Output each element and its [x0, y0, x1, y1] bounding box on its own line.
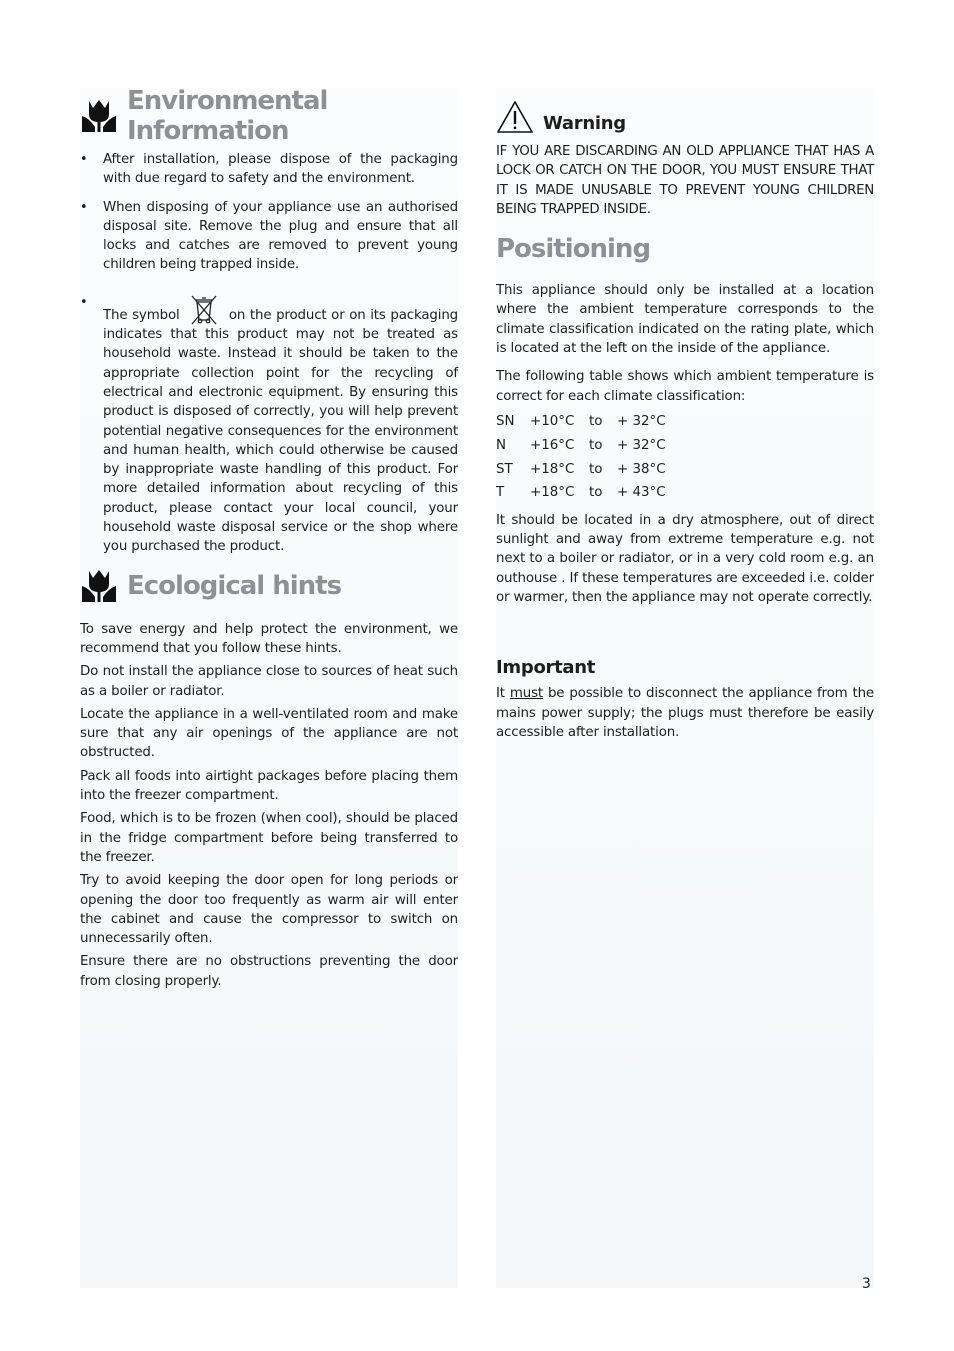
positioning-heading-text: Positioning: [496, 234, 651, 265]
list-item: • The symbol on the product or on its packaging indicates that this product may not be treated as household waste. Instead it should be taken to the appropriate collection point for the recycling of electrical and electronic equipment. By ensuring this product is disposed of correctly, you will help prevent potential negative consequences for the environment and human health, which could otherwise be caused by inappropriate waste handling of this product. For more detailed information about recycling of this product, please contact your local council, your household waste disposal service or the shop where you purchased the product.: [80, 293, 458, 557]
warning-triangle-icon: [496, 100, 534, 134]
ecological-hints: [80, 620, 458, 991]
right-column: [496, 88, 874, 1288]
important-text: It must be possible to disconnect the appliance from the mains power supply; the plugs must therefore be easily accessible after installation.: [496, 686, 874, 740]
list-item: • When disposing of your appliance use an authorised disposal site. Remove the plug and ensure that all locks and catches are removed to prevent young children being trapped inside.: [80, 198, 458, 275]
positioning-paragraph-3: It should be located in a dry atmosphere, out of direct sunlight and away from extreme temperature e.g. not next to a boiler or radiator, or in a very cold room e.g. an outhouse . If these temperatures are exceeded i.e. colder or warmer, then the appliance may not operate correctly.: [496, 512, 874, 605]
left-column: [80, 88, 458, 1288]
environmental-heading-text: Environmental Information: [127, 86, 328, 146]
environmental-heading: [80, 86, 458, 146]
tulip-icon: [80, 567, 118, 605]
table-row: T +18°C to + 43°C: [496, 485, 666, 501]
warning-heading: [496, 94, 874, 134]
environmental-bullet-list: [80, 150, 458, 557]
paragraph: To save energy and help protect the environment, we recommend that you follow these hints.: [80, 621, 458, 656]
positioning-paragraph-1: This appliance should only be installed at a location where the ambient temperature corresponds to the climate classification indicated on the rating plate, which is located at the left on the inside of the appliance.: [496, 283, 874, 357]
page-number: 3: [862, 1276, 871, 1292]
positioning-heading: [496, 229, 874, 269]
climate-class-table: [496, 410, 666, 505]
positioning-paragraph-2: The following table shows which ambient temperature is correct for each climate classification:: [496, 369, 874, 404]
paragraph: Try to avoid keeping the door open for long periods or opening the door too frequently as warm air will enter the cabinet and cause the compressor to switch on unnecessarily often.: [80, 873, 458, 947]
table-row: N +16°C to + 32°C: [496, 438, 666, 453]
paragraph: Locate the appliance in a well-ventilated room and make sure that any air openings of the appliance are not obstructed.: [80, 706, 458, 761]
ecological-heading-text: Ecological hints: [127, 570, 342, 601]
warning-text: IF YOU ARE DISCARDING AN OLD APPLIANCE THAT HAS A LOCK OR CATCH ON THE DOOR, YOU MUST ENSURE THAT IT IS MADE UNUSABLE TO PREVENT YOUNG CHILDREN BEING TRAPPED INSIDE.: [496, 144, 874, 217]
tulip-icon: [80, 97, 118, 135]
warning-heading-text: Warning: [543, 113, 626, 134]
crossed-out-wheelie-bin-icon: [188, 293, 220, 325]
paragraph: Ensure there are no obstructions preventing the door from closing properly.: [80, 954, 458, 989]
paragraph: Food, which is to be frozen (when cool), should be placed in the fridge compartment before being transferred to the freezer.: [80, 811, 458, 865]
list-item: • After installation, please dispose of the packaging with due regard to safety and the environment.: [80, 150, 458, 189]
paragraph: Do not install the appliance close to sources of heat such as a boiler or radiator.: [80, 664, 458, 699]
table-row: ST +18°C to + 38°C: [496, 461, 666, 477]
paragraph: Pack all foods into airtight packages before placing them into the freezer compartment.: [80, 768, 458, 804]
table-row: SN +10°C to + 32°C: [496, 414, 666, 430]
important-heading: Important: [496, 657, 596, 679]
ecological-heading: [80, 566, 458, 606]
